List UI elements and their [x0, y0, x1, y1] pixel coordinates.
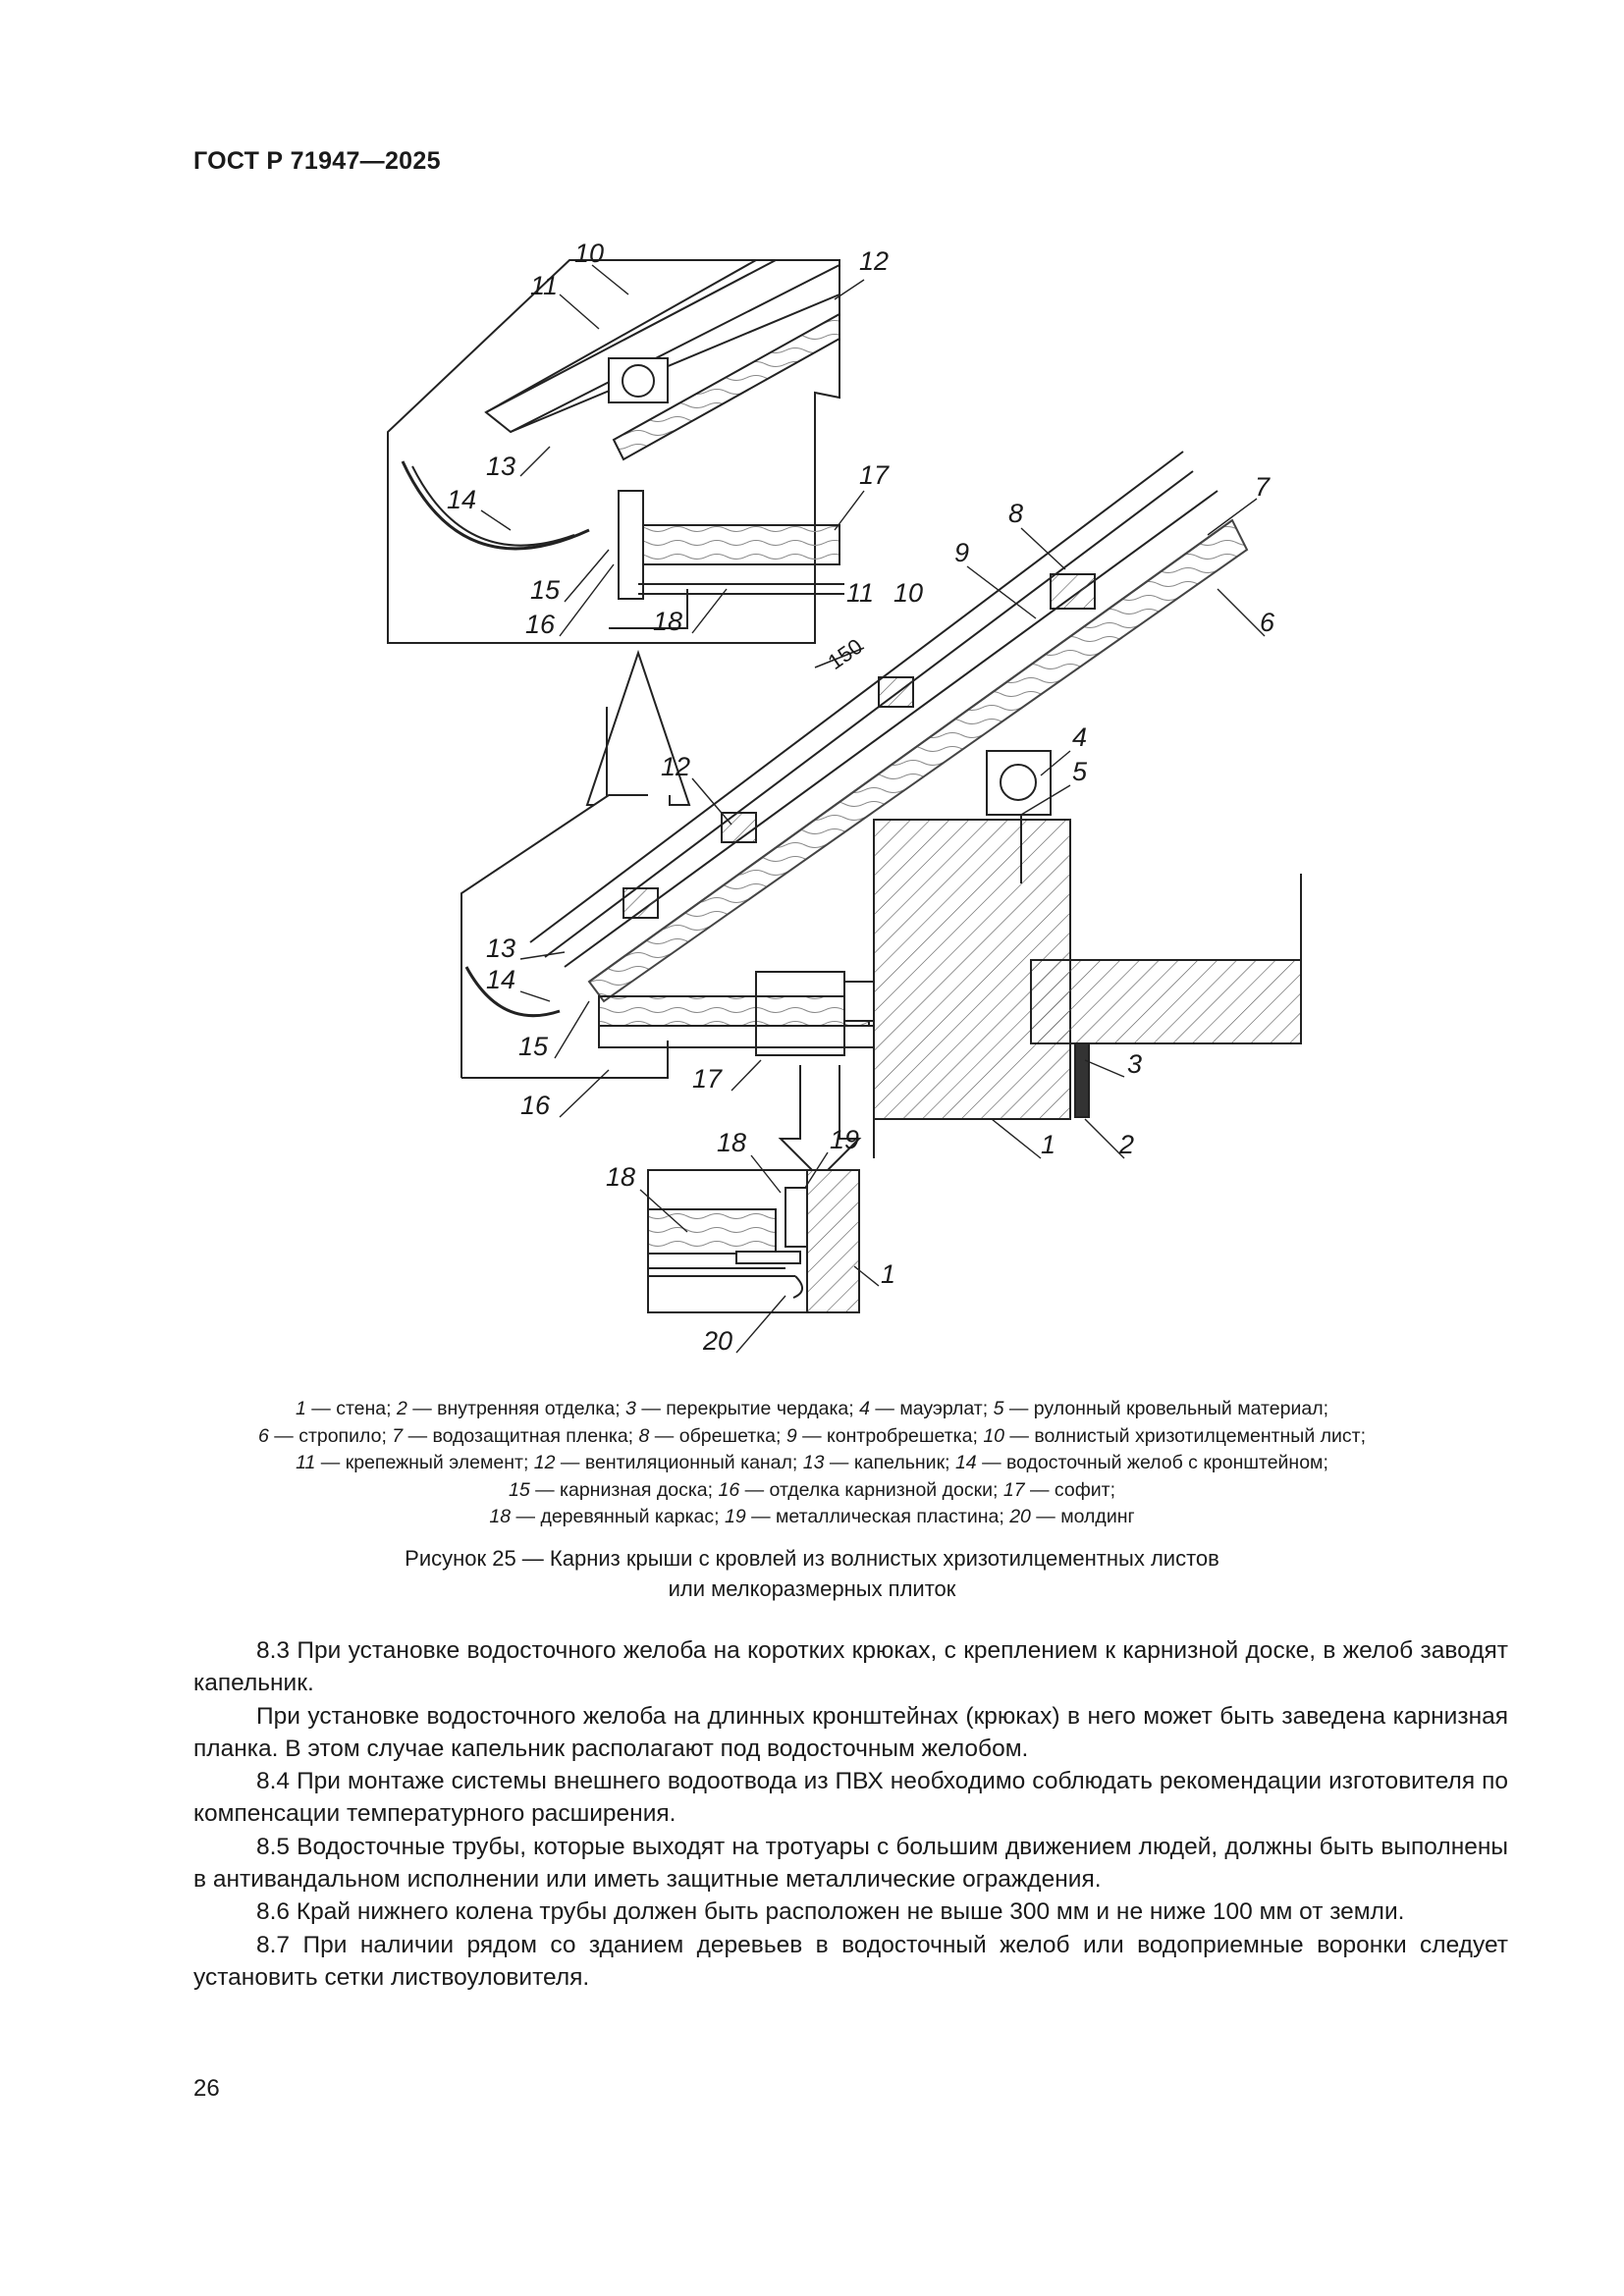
callout-12: 12 [661, 752, 691, 781]
page-number: 26 [193, 2075, 220, 2102]
callout-2: 2 [1119, 1130, 1135, 1159]
detail-bottom [648, 1170, 859, 1312]
callout-18: 18 [606, 1162, 636, 1192]
paragraph-8-6: 8.6 Край нижнего колена трубы должен быть расположен не выше 300 мм и не ниже 100 мм от земли. [256, 1898, 1405, 1926]
caption-line-1: Рисунок 25 — Карниз крыши с кровлей из волнистых хризотилцементных листов [405, 1546, 1219, 1571]
callout-12: 12 [859, 246, 890, 276]
caption-line-2: или мелкоразмерных плиток [668, 1576, 956, 1601]
legend-line-5: 18 — деревянный каркас; 19 — металлическая пластина; 20 — молдинг [489, 1506, 1135, 1527]
legend-line-4: 15 — карнизная доска; 16 — отделка карнизной доски; 17 — софит; [508, 1478, 1115, 1501]
legend-line-3: 11 — крепежный элемент; 12 — вентиляционный канал; 13 — капельник; 14 — водосточный желоб с кронштейном; [296, 1452, 1328, 1473]
callout-14: 14 [447, 485, 477, 514]
paragraph-8-3-cont: При установке водосточного желоба на длинных кронштейнах (крюках) в него может быть заведена карнизная планка. В этом случае капельник располагают под водосточным желобом. [193, 1702, 1508, 1762]
connector-arrow-up [587, 653, 689, 805]
figure-legend [157, 1396, 1467, 1531]
callout-3: 3 [1127, 1049, 1143, 1079]
paragraph-8-3: 8.3 При установке водосточного желоба на коротких крюках, с креплением к карнизной доске, в желоб заводят капельник. [193, 1637, 1508, 1697]
callout-10: 10 [893, 578, 924, 608]
callout-14: 14 [486, 965, 516, 994]
connector-arrow-down [781, 1065, 859, 1178]
callout-19: 19 [830, 1125, 860, 1154]
document-header: ГОСТ Р 71947—2025 [193, 147, 441, 175]
dimension-label: 150 [823, 633, 867, 675]
callout-6: 6 [1260, 608, 1275, 637]
callout-1: 1 [1041, 1130, 1056, 1159]
callout-18: 17 [859, 460, 890, 490]
callout-15: 15 [518, 1032, 549, 1061]
legend-line-2: 6 — стропило; 7 — водозащитная пленка; 8 — обрешетка; 9 — контробрешетка; 10 — волнистый хризотилцементный лист; [257, 1424, 1367, 1447]
paragraph-8-7: 8.7 При наличии рядом со зданием деревьев в водосточный желоб или водоприемные воронки следует установить сетки листвоуловителя. [193, 1931, 1508, 1991]
callout-17: 17 [692, 1064, 723, 1094]
callout-17: 18 [653, 607, 683, 636]
callout-13: 13 [486, 452, 516, 481]
callout-20: 20 [703, 1326, 733, 1356]
callout-10: 10 [574, 239, 605, 268]
callout-13: 13 [486, 934, 516, 963]
figure-caption [157, 1543, 1467, 1604]
callout-15: 15 [530, 575, 561, 605]
callout-16: 16 [520, 1091, 551, 1120]
callout-8: 8 [1008, 499, 1024, 528]
callout-11: 11 [530, 271, 559, 300]
callout-5: 5 [1072, 757, 1088, 786]
callout-18: 18 [717, 1128, 747, 1157]
paragraph-8-4: 8.4 При монтаже системы внешнего водоотвода из ПВХ необходимо соблюдать рекомендации изготовителя по компенсации температурного расширения. [193, 1768, 1508, 1828]
callout-1: 1 [881, 1259, 896, 1289]
callout-11: 11 [846, 578, 875, 608]
callout-4: 4 [1072, 722, 1088, 752]
callout-7: 7 [1255, 472, 1271, 502]
callout-9: 9 [954, 538, 970, 567]
detail-top [388, 260, 844, 643]
legend-line-1: 1 — стена; 2 — внутренняя отделка; 3 — перекрытие чердака; 4 — мауэрлат; 5 — рулонный кровельный материал; [295, 1398, 1328, 1419]
body-text [193, 1634, 1508, 1994]
callout-16: 16 [525, 610, 556, 639]
paragraph-8-5: 8.5 Водосточные трубы, которые выходят на тротуары с большим движением людей, должны быть выполнены в антивандальном исполнении или иметь защитные металлические ограждения. [193, 1833, 1508, 1894]
